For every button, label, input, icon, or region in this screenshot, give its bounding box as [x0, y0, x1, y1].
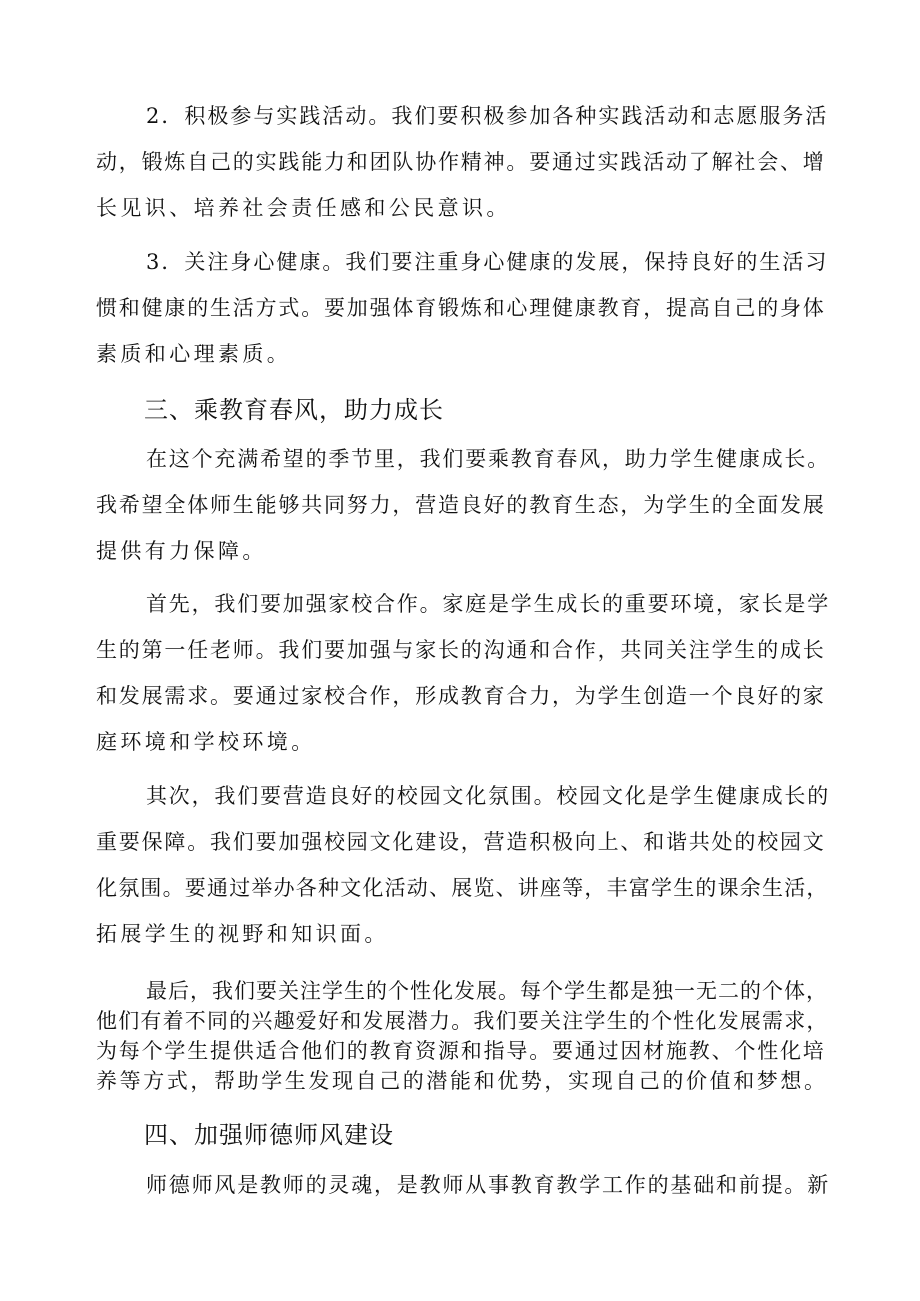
text-line: 惯和健康的生活方式。要加强体育锻炼和心理健康教育，提高自己的身体 — [96, 296, 826, 320]
text-line: 他们有着不同的兴趣爱好和发展潜力。我们要关注学生的个性化发展需求， — [96, 1009, 829, 1033]
text-line: 化氛围。要通过举办各种文化活动、展览、讲座等，丰富学生的课余生活， — [96, 876, 829, 900]
text-line: 首先，我们要加强家校合作。家庭是学生成长的重要环境，家长是学 — [146, 592, 830, 616]
text-line: 在这个充满希望的季节里，我们要乘教育春风，助力学生健康成长。 — [146, 447, 830, 471]
text-line: 最后，我们要关注学生的个性化发展。每个学生都是独一无二的个体， — [146, 979, 828, 1003]
text-line: 生的第一任老师。我们要加强与家长的沟通和合作，共同关注学生的成长 — [96, 638, 826, 662]
text-line: 和发展需求。要通过家校合作，形成教育合力，为学生创造一个良好的家 — [96, 684, 826, 708]
text-line: 其次，我们要营造良好的校园文化氛围。校园文化是学生健康成长的 — [146, 784, 830, 808]
text-line: 重要保障。我们要加强校园文化建设，营造积极向上、和谐共处的校园文 — [96, 830, 826, 854]
paragraph-practice-activities — [96, 93, 831, 231]
text-line: 师德师风是教师的灵魂，是教师从事教育教学工作的基础和前提。新 — [146, 1173, 830, 1197]
text-line: 动，锻炼自己的实践能力和团队协作精神。要通过实践活动了解社会、增 — [96, 150, 826, 174]
text-line: 我希望全体师生能够共同努力，营造良好的教育生态，为学生的全面发展 — [96, 493, 826, 517]
text-line: 2．积极参与实践活动。我们要积极参加各种实践活动和志愿服务活 — [146, 104, 829, 128]
text-line: 养等方式，帮助学生发现自己的潜能和优势，实现自己的价值和梦想。 — [96, 1069, 828, 1093]
text-line: 素质和心理素质。 — [96, 342, 292, 366]
text-line: 提供有力保障。 — [96, 539, 267, 563]
section-heading-4: 四、加强师德师风建设 — [144, 1121, 394, 1149]
paragraph-education-spring — [96, 436, 831, 574]
text-line: 长见识、培养社会责任感和公民意识。 — [96, 196, 511, 220]
text-line: 庭环境和学校环境。 — [96, 730, 316, 754]
paragraph-campus-culture — [96, 773, 831, 957]
text-line: 拓展学生的视野和知识面。 — [96, 922, 389, 946]
paragraph-teacher-ethics — [96, 1162, 831, 1208]
section-heading-3: 三、乘教育春风，助力成长 — [144, 396, 444, 424]
paragraph-home-school-cooperation — [96, 581, 831, 765]
text-line: 3．关注身心健康。我们要注重身心健康的发展，保持良好的生活习 — [146, 250, 829, 274]
text-line: 为每个学生提供适合他们的教育资源和指导。要通过因材施教、个性化培 — [96, 1039, 826, 1063]
paragraph-individual-development — [96, 976, 831, 1096]
paragraph-physical-mental-health — [96, 239, 831, 377]
